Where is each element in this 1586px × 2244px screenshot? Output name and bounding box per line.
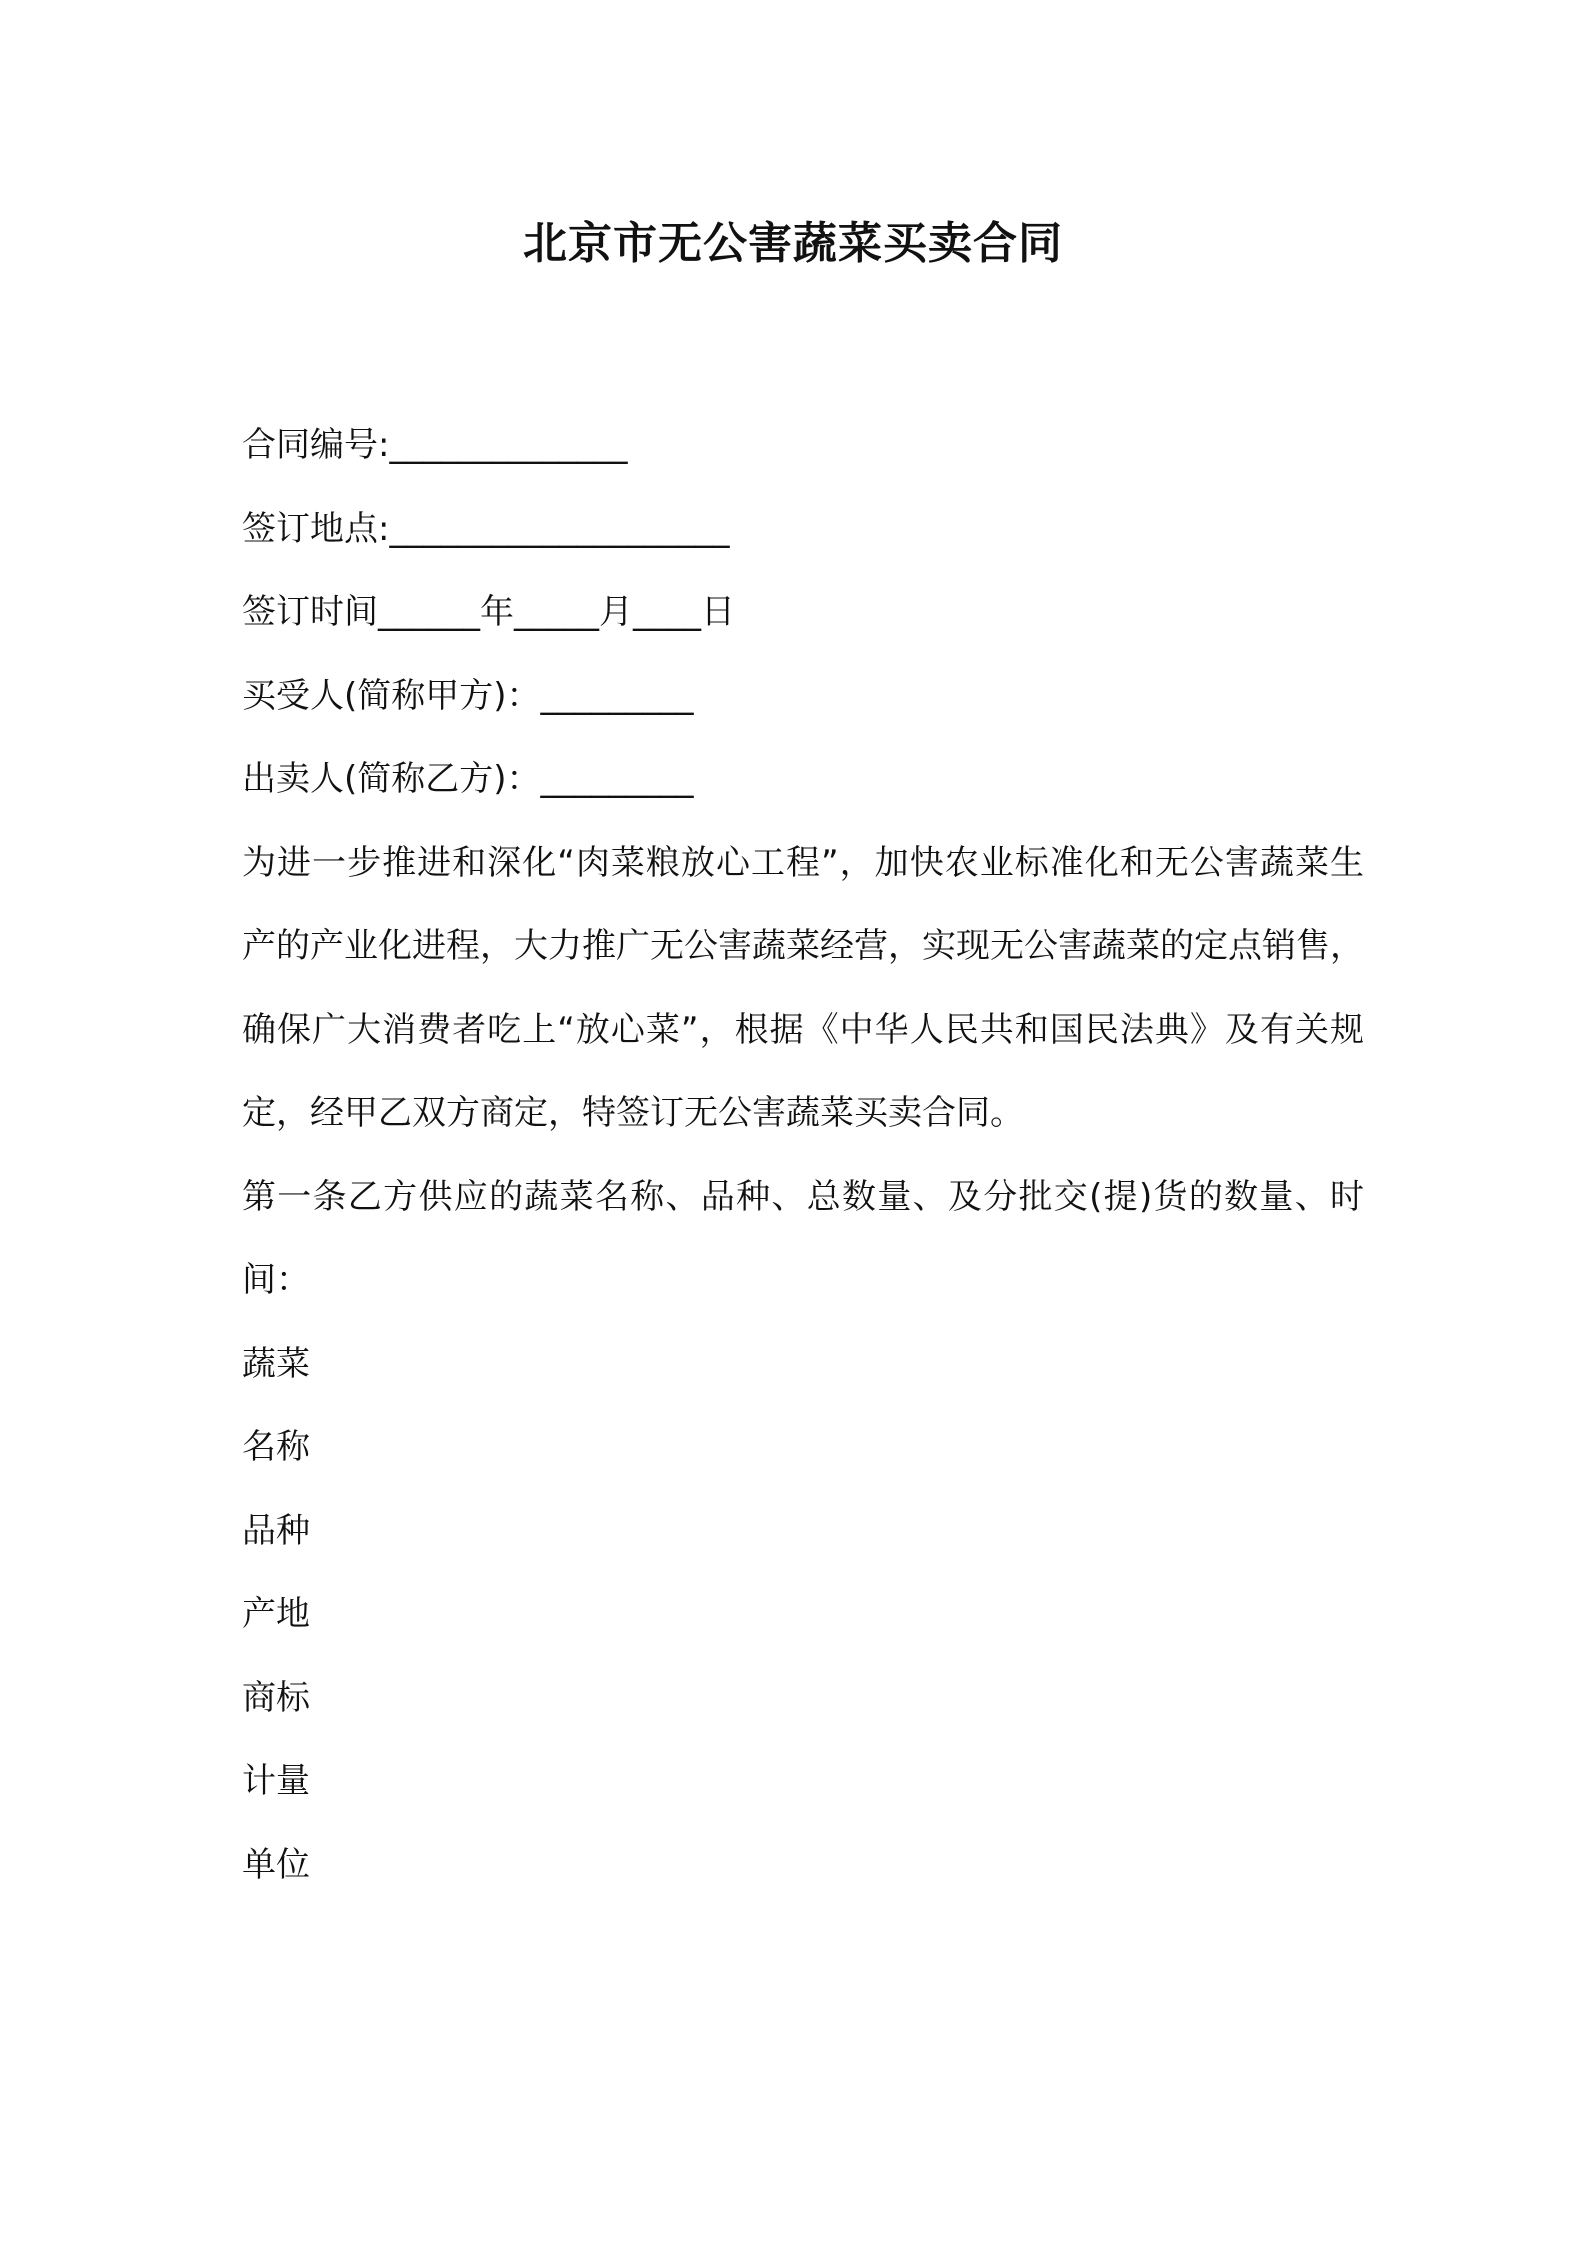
table-label: 产地 bbox=[242, 1594, 310, 1634]
table-label: 蔬菜 bbox=[242, 1343, 310, 1384]
table-label: 名称 bbox=[242, 1427, 310, 1467]
table-label: 商标 bbox=[242, 1677, 310, 1718]
contract-number-field: 合同编号:______________ bbox=[242, 425, 628, 465]
seller-field: 出卖人(简称乙方)：_________ bbox=[242, 759, 694, 799]
table-label: 品种 bbox=[242, 1510, 310, 1551]
document-body bbox=[242, 404, 1364, 1907]
preamble-paragraph: 为进一步推进和深化“肉菜粮放心工程”，加快农业标准化和无公害蔬菜生产的产业化进程，大力推广无公害蔬菜经营，实现无公害蔬菜的定点销售，确保广大消费者吃上“放心菜”，根据《中华人民共和国民法典》及有关规定，经甲乙双方商定，特签订无公害蔬菜买卖合同。 bbox=[242, 842, 1364, 1133]
table-label: 单位 bbox=[242, 1844, 310, 1885]
document-title: 北京市无公害蔬菜买卖合同 bbox=[523, 218, 1063, 269]
sign-time-field: 签订时间______年_____月____日 bbox=[242, 592, 735, 632]
buyer-field: 买受人(简称甲方)：_________ bbox=[242, 675, 694, 716]
table-label: 计量 bbox=[242, 1761, 310, 1801]
article-one-paragraph: 第一条乙方供应的蔬菜名称、品种、总数量、及分批交(提)货的数量、时间： bbox=[242, 1176, 1364, 1300]
sign-place-field: 签订地点:____________________ bbox=[242, 508, 730, 549]
